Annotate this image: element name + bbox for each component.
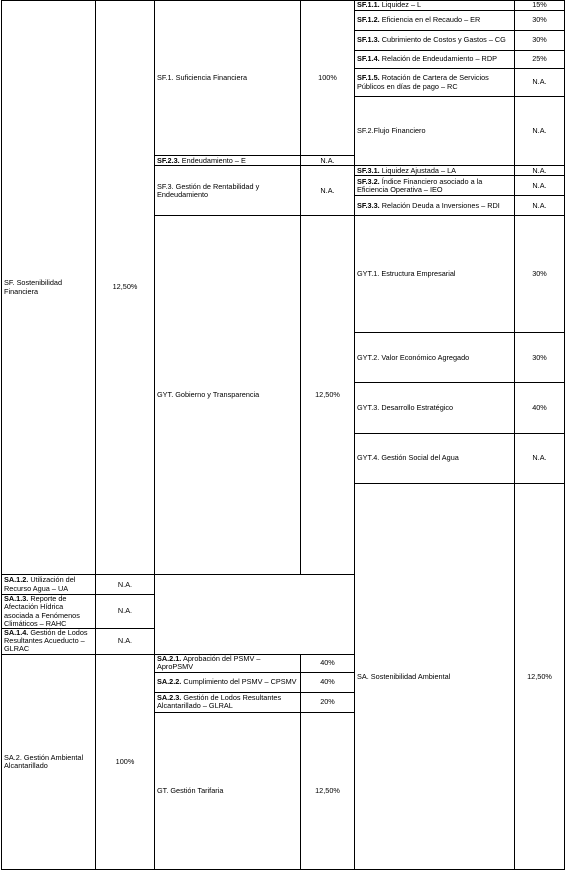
indicator-name: Endeudamiento – E: [181, 155, 246, 165]
indicator-weight: 30%: [515, 11, 565, 31]
indicator-code: SF.3.2.: [357, 176, 380, 186]
indicator-sf-1-1: [355, 1, 515, 11]
component-weight: 100%: [301, 1, 355, 156]
indicator-sf-3-3: [355, 196, 515, 216]
indicator-sf-2-3: [155, 156, 301, 166]
indicator-name: Cubrimiento de Costos y Gastos – CG: [381, 35, 506, 45]
dimension-weight: 12,50%: [301, 216, 355, 575]
indicator-code: SF.1.3.: [357, 35, 380, 45]
component-weight: N.A.: [301, 166, 355, 216]
indicators-table: [1, 0, 565, 870]
component-label: GYT.4. Gestión Social del Agua: [355, 433, 515, 483]
indicator-name: Índice Financiero asociado a la Eficiencia Operativa – IEO: [357, 176, 483, 194]
dimension-weight: 12,50%: [301, 712, 355, 870]
indicator-sf-1-3: [355, 31, 515, 51]
dimension-weight: 12,50%: [515, 483, 565, 870]
indicator-weight: N.A.: [515, 69, 565, 97]
dimension-label: GT. Gestión Tarifaria: [155, 712, 301, 870]
indicator-weight: N.A.: [96, 575, 155, 595]
component-label: SF.2.Flujo Financiero: [355, 97, 515, 166]
indicator-sa-1-2: [2, 575, 96, 595]
indicator-name: Cumplimiento del PSMV – CPSMV: [183, 676, 297, 686]
component-weight: 40%: [515, 383, 565, 433]
component-weight: 30%: [515, 333, 565, 383]
indicator-weight: N.A.: [515, 176, 565, 196]
dimension-weight: 12,50%: [96, 1, 155, 575]
indicator-name: Reporte de Afectación Hídrica asociada a Fenómenos Climáticos – RAHC: [4, 594, 80, 628]
component-weight: N.A.: [515, 97, 565, 166]
indicator-sa-2-1: [155, 654, 301, 672]
indicator-sf-1-2: [355, 11, 515, 31]
indicator-name: Relación de Endeudamiento – RDP: [381, 54, 497, 64]
indicator-sa-2-2: [155, 672, 301, 692]
indicator-code: SF.3.1.: [357, 165, 380, 175]
indicator-name: Aprobación del PSMV – AproPSMV: [157, 654, 261, 672]
component-label: SA.2. Gestión Ambiental Alcantarillado: [2, 654, 96, 870]
table-row: [2, 1, 565, 11]
indicator-weight: N.A.: [96, 628, 155, 654]
component-label: GYT.1. Estructura Empresarial: [355, 216, 515, 333]
indicator-weight: 30%: [515, 31, 565, 51]
indicator-code: SF.1.1.: [357, 0, 380, 10]
indicator-sa-1-3: [2, 595, 96, 629]
indicator-code: SA.2.3.: [157, 692, 182, 702]
dimension-label: SF. Sostenibilidad Financiera: [2, 1, 96, 575]
indicator-name: Gestión de Lodos Resultantes Alcantarillado – GLRAL: [157, 692, 282, 711]
indicator-sa-2-3: [155, 692, 301, 712]
component-weight: 30%: [515, 216, 565, 333]
indicator-code: SF.1.5.: [357, 73, 380, 83]
dimension-label: SA. Sostenibilidad Ambiental: [355, 483, 515, 870]
indicator-weight: N.A.: [301, 156, 355, 166]
component-label: GYT.3. Desarrollo Estratégico: [355, 383, 515, 433]
indicator-sf-3-1: [355, 166, 515, 176]
indicator-sf-1-4: [355, 51, 515, 69]
indicator-code: SF.1.2.: [357, 15, 380, 25]
indicator-code: SA.1.4.: [4, 628, 29, 637]
component-label: SF.1. Suficiencia Financiera: [155, 1, 301, 156]
component-weight: 100%: [96, 654, 155, 870]
indicator-weight: 40%: [301, 654, 355, 672]
indicator-weight: 25%: [515, 51, 565, 69]
indicator-weight: N.A.: [96, 595, 155, 629]
indicator-sa-1-4: [2, 628, 96, 654]
indicator-weight: 40%: [301, 672, 355, 692]
dimension-label: GYT. Gobierno y Transparencia: [155, 216, 301, 575]
indicator-weight: N.A.: [515, 166, 565, 176]
indicator-sf-3-2: [355, 176, 515, 196]
indicator-code: SA.1.3.: [4, 594, 29, 604]
indicator-name: Liquidez – L: [381, 0, 422, 10]
indicator-code: SA.2.1.: [157, 654, 182, 663]
indicator-code: SF.3.3.: [357, 200, 380, 210]
indicator-name: Eficiencia en el Recaudo – ER: [381, 15, 481, 25]
indicator-name: Liquidez Ajustada – LA: [381, 165, 456, 175]
indicator-name: Relación Deuda a Inversiones – RDI: [381, 200, 500, 210]
indicator-code: SF.2.3.: [157, 155, 180, 165]
indicator-weight: N.A.: [515, 196, 565, 216]
indicator-weight: 15%: [515, 1, 565, 11]
indicator-code: SA.2.2.: [157, 676, 182, 686]
indicator-weight: 20%: [301, 692, 355, 712]
indicator-sf-1-5: [355, 69, 515, 97]
indicator-name: Gestión de Lodos Resultantes Acueducto – GLRAC: [4, 628, 88, 654]
indicators-table-body: [2, 1, 565, 870]
indicator-name: Rotación de Cartera de Servicios Públicos en días de pago – RC: [357, 73, 489, 91]
indicator-name: Utilización del Recurso Agua – UA: [4, 575, 76, 593]
component-weight: N.A.: [515, 433, 565, 483]
component-label: SF.3. Gestión de Rentabilidad y Endeudamiento: [155, 166, 301, 216]
indicator-code: SA.1.2.: [4, 575, 29, 585]
component-label: GYT.2. Valor Económico Agregado: [355, 333, 515, 383]
indicator-code: SF.1.4.: [357, 54, 380, 64]
